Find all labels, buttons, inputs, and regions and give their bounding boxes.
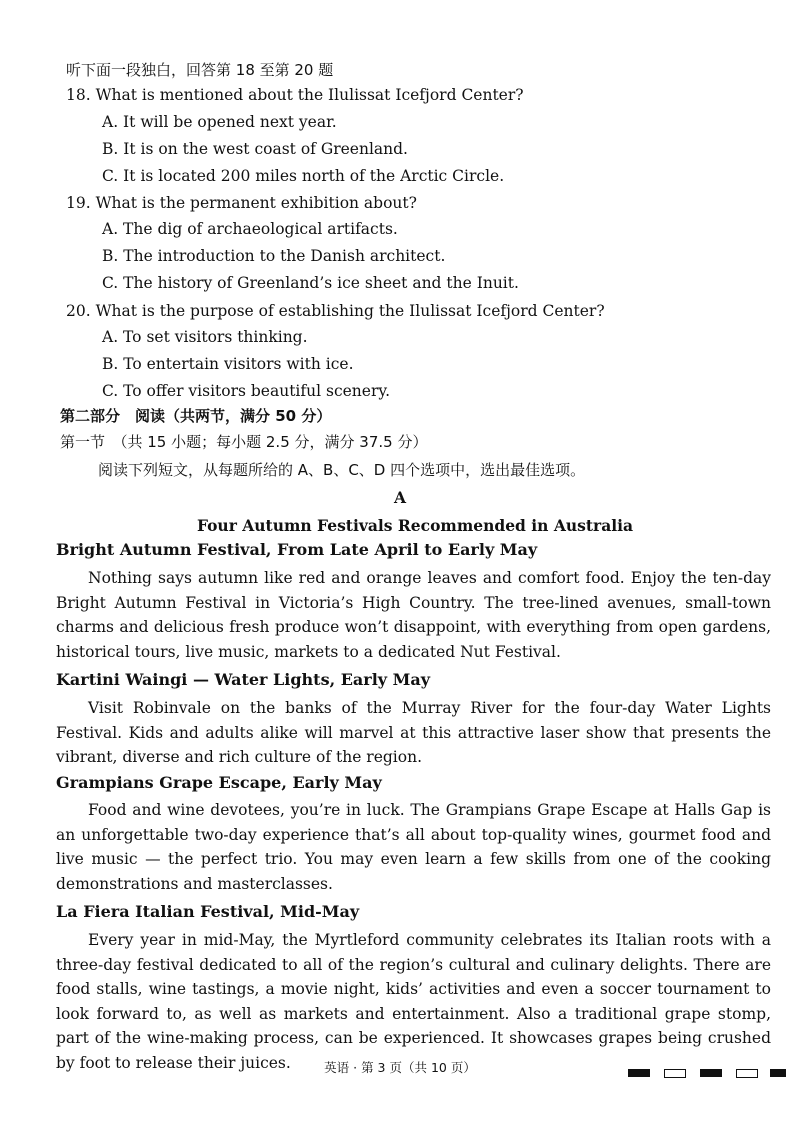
question-19-option-c: C. The history of Greenland’s ice sheet and the Inuit. (102, 274, 519, 292)
festival-heading-la-fiera: La Fiera Italian Festival, Mid-May (56, 902, 360, 921)
question-19-option-a: A. The dig of archaeological artifacts. (102, 220, 398, 238)
question-20-option-a: A. To set visitors thinking. (102, 328, 308, 346)
question-18-option-a: A. It will be opened next year. (102, 113, 337, 131)
question-18-option-b: B. It is on the west coast of Greenland. (102, 140, 408, 158)
festival-text-la-fiera: Every year in mid-May, the Myrtleford community celebrates its Italian roots with a three-day festival dedicated to all of the region’s cultural and culinary delights. There are food stalls, wine tastings, a movie night, kids’ activities and even a soccer tournament to look forward to, as well as markets and entertainment. Also a traditional grape stomp, part of the wine-making process, can be experienced. It showcases grapes being crushed by foot to release their juices. (56, 931, 771, 1072)
question-18-stem: 18. What is mentioned about the Ilulissat Icefjord Center? (66, 86, 524, 104)
scan-registration-marks (628, 1064, 788, 1082)
question-19-stem: 19. What is the permanent exhibition about? (66, 194, 417, 212)
registration-mark (664, 1069, 686, 1078)
passage-title: Four Autumn Festivals Recommended in Australia (196, 516, 634, 535)
passage-letter: A (393, 488, 407, 507)
festival-text-water-lights: Visit Robinvale on the banks of the Murray River for the four-day Water Lights Festival. Kids and adults alike will marvel at this attractive laser show that presents the vibrant, diverse and rich culture of the region. (56, 699, 771, 766)
festival-heading-grape-escape: Grampians Grape Escape, Early May (56, 773, 382, 792)
festival-heading-bright-autumn: Bright Autumn Festival, From Late April to Early May (56, 540, 538, 559)
registration-mark (736, 1069, 758, 1078)
registration-mark (628, 1069, 650, 1077)
page-footer: 英语 · 第 3 页（共 10 页） (324, 1060, 476, 1075)
question-18-option-c: C. It is located 200 miles north of the Arctic Circle. (102, 167, 505, 185)
registration-mark (700, 1069, 722, 1077)
festival-text-bright-autumn: Nothing says autumn like red and orange leaves and comfort food. Enjoy the ten-day Bright Autumn Festival in Victoria’s High Country. The tree-lined avenues, small-town charms and delicious fresh produce won’t disappoint, with everything from open gardens, historical tours, live music, markets to a dedicated Nut Festival. (56, 569, 771, 661)
question-20-stem: 20. What is the purpose of establishing the Ilulissat Icefjord Center? (66, 302, 605, 320)
question-20-option-c: C. To offer visitors beautiful scenery. (102, 382, 390, 400)
reading-section-title: 第一节 （共 15 小题；每小题 2.5 分，满分 37.5 分） (60, 433, 428, 451)
reading-part-title: 第二部分 阅读（共两节，满分 50 分） (60, 407, 332, 425)
question-20-option-b: B. To entertain visitors with ice. (102, 355, 354, 373)
listening-intro: 听下面一段独白，回答第 18 至第 20 题 (66, 61, 334, 79)
reading-instruction: 阅读下列短文，从每题所给的 A、B、C、D 四个选项中，选出最佳选项。 (98, 461, 586, 479)
festival-heading-water-lights: Kartini Waingi — Water Lights, Early May (56, 670, 431, 689)
registration-mark (770, 1069, 786, 1077)
festival-text-grape-escape: Food and wine devotees, you’re in luck. The Grampians Grape Escape at Halls Gap is an unforgettable two-day experience that’s all about top-quality wines, gourmet food and live music — the perfect trio. You may even learn a few skills from one of the cooking demonstrations and masterclasses. (56, 801, 771, 893)
question-19-option-b: B. The introduction to the Danish architect. (102, 247, 446, 265)
